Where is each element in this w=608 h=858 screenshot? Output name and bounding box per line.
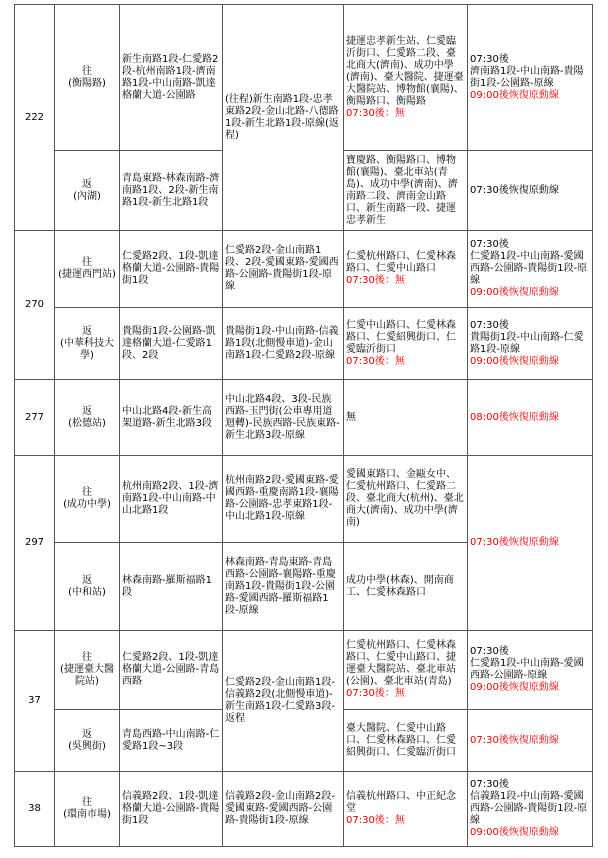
direction-cell: 返 (中和站) xyxy=(55,543,120,631)
after-note: 08:00後恢復原動線 xyxy=(468,380,593,456)
detour-route: 仁愛路2段-金山南路1段-信義路2段(北側慢車道)-新生南路1段-仁愛路3段-返程 xyxy=(223,631,344,772)
route-number: 37 xyxy=(15,631,55,772)
direction-cell: 往 (捷運臺大醫院站) xyxy=(55,631,120,710)
route-number: 277 xyxy=(15,380,55,456)
stops-cell: 仁愛中山路口、仁愛林森路口、仁愛紹興街口、仁愛臨沂街口 07:30後：無 xyxy=(344,308,468,380)
original-route: 青島西路-中山南路-仁愛路1段~3段 xyxy=(120,710,223,772)
after-note: 07:30後恢復原動線 xyxy=(468,710,593,772)
detour-route: 杭州南路2段-愛國東路-愛國西路-重慶南路1段-襄陽路-公園路-忠孝東路1段-中山北路1段-原線 xyxy=(223,456,344,543)
direction-cell: 返 (松德站) xyxy=(55,380,120,456)
table-row xyxy=(15,456,593,543)
original-route: 青島東路-林森南路-濟南路1段、2段-新生南路1段-新生北路1段 xyxy=(120,151,223,231)
detour-route: 中山北路4段、3段-民族西路-玉門街(公車專用道迴轉)-民族西路-民族東路-新生北路3段-原線 xyxy=(223,380,344,456)
stops-cell: 仁愛杭州路口、仁愛林森路口、仁愛中山路口、捷運臺大醫院站、臺北車站(公園)、臺北車站(青島) 07:30後：無 xyxy=(344,631,468,710)
original-route: 仁愛路2段、1段-凱達格蘭大道-公園路-貴陽街1段 xyxy=(120,231,223,308)
after-note: 07:30後 仁愛路1段-中山南路-愛國西路-公園路-貴陽街1段-原線 09:00後恢復原動線 xyxy=(468,231,593,308)
original-route: 中山北路4段-新生高架道路-新生北路3段 xyxy=(120,380,223,456)
stops-cell: 捷運忠孝新生站、仁愛臨沂街口、仁愛路二段、臺北商大(濟南)、成功中學(濟南)、臺大醫院、捷運臺大醫院站、博物館(襄陽)、衡陽路口、衡陽路 07:30後：無 xyxy=(344,5,468,151)
table-row xyxy=(15,308,593,380)
original-route: 新生南路1段-仁愛路2段-杭州南路1段-濟南路1段-中山南路-凱達格蘭大道-公園路 xyxy=(120,5,223,151)
detour-route: 貴陽街1段-中山南路-信義路1段(北側慢車道)-金山南路1段-仁愛路2段-原線 xyxy=(223,308,344,380)
after-note: 07:30後 仁愛路1段-中山南路-愛國西路-公園路-原線 09:00後恢復原動線 xyxy=(468,631,593,710)
stops-cell: 仁愛杭州路口、仁愛林森路口、仁愛中山路口 07:30後：無 xyxy=(344,231,468,308)
original-route: 林森南路-羅斯福路1段 xyxy=(120,543,223,631)
table-row xyxy=(15,772,593,847)
after-note: 07:30後 濟南路1段-中山南路-貴陽街1段-公園路-原線 09:00後恢復原動線 xyxy=(468,5,593,151)
stops-cell: 愛國東路口、金甌女中、仁愛杭州路口、仁愛路二段、臺北商大(杭州)、臺北商大(濟南)、成功中學(濟南) xyxy=(344,456,468,543)
direction-cell: 返 (吳興街) xyxy=(55,710,120,772)
direction-cell: 返 (內湖) xyxy=(55,151,120,231)
route-number: 270 xyxy=(15,231,55,380)
direction-cell: 往 (衡陽路) xyxy=(55,5,120,151)
stops-cell: 寶慶路、衡陽路口、博物館(襄陽)、臺北車站(青島)、成功中學(濟南)、濟南路二段、濟南金山路口、新生南路一段、捷運忠孝新生 xyxy=(344,151,468,231)
table-row xyxy=(15,5,593,151)
stops-cell: 臺大醫院、仁愛中山路口、仁愛林森路口、仁愛紹興街口、仁愛臨沂街口 xyxy=(344,710,468,772)
after-note: 07:30後恢復原動線 xyxy=(468,151,593,231)
original-route: 杭州南路2段、1段-濟南路1段-中山南路-中山北路1段 xyxy=(120,456,223,543)
direction-cell: 往 (環南市場) xyxy=(55,772,120,847)
stops-cell: 成功中學(林森)、開南商工、仁愛林森路口 xyxy=(344,543,468,631)
stops-cell: 無 xyxy=(344,380,468,456)
original-route: 信義路2段、1段-凱達格蘭大道-公園路-貴陽街1段 xyxy=(120,772,223,847)
after-note: 07:30後 信義路1段-中山南路-愛國西路-公園路-貴陽街1段-原線 09:00後恢復原動線 xyxy=(468,772,593,847)
direction-cell: 往 (成功中學) xyxy=(55,456,120,543)
table-row xyxy=(15,631,593,710)
table-row xyxy=(15,231,593,308)
detour-route: (往程)新生南路1段-忠孝東路2段-金山北路-八德路1段-新生北路1段-原線(返程) xyxy=(223,5,344,231)
after-note: 07:30後恢復原動線 xyxy=(468,456,593,631)
direction-cell: 往 (捷運西門站) xyxy=(55,231,120,308)
stops-cell: 信義杭州路口、中正紀念堂 07:30後：無 xyxy=(344,772,468,847)
route-number: 297 xyxy=(15,456,55,631)
original-route: 仁愛路2段、1段-凱達格蘭大道-公園路-青島西路 xyxy=(120,631,223,710)
route-change-table xyxy=(14,4,593,847)
original-route: 貴陽街1段-公園路-凱達格蘭大道-仁愛路1段、2段 xyxy=(120,308,223,380)
after-note: 07:30後 貴陽街1段-中山南路-仁愛路1段-原線 09:00後恢復原動線 xyxy=(468,308,593,380)
route-number: 38 xyxy=(15,772,55,847)
detour-route: 仁愛路2段-金山南路1段、2段-愛國東路-愛國西路-公園路-貴陽街1段-原線 xyxy=(223,231,344,308)
route-number: 222 xyxy=(15,5,55,231)
direction-cell: 返 (中華科技大學) xyxy=(55,308,120,380)
table-row xyxy=(15,380,593,456)
detour-route: 信義路2段-金山南路2段-愛國東路-愛國西路-公園路-貴陽街1段-原線 xyxy=(223,772,344,847)
detour-route: 林森南路-青島東路-青島西路-公園路-襄陽路-重慶南路1段-貴陽街1段-公園路-愛國西路-羅斯福路1段-原線 xyxy=(223,543,344,631)
